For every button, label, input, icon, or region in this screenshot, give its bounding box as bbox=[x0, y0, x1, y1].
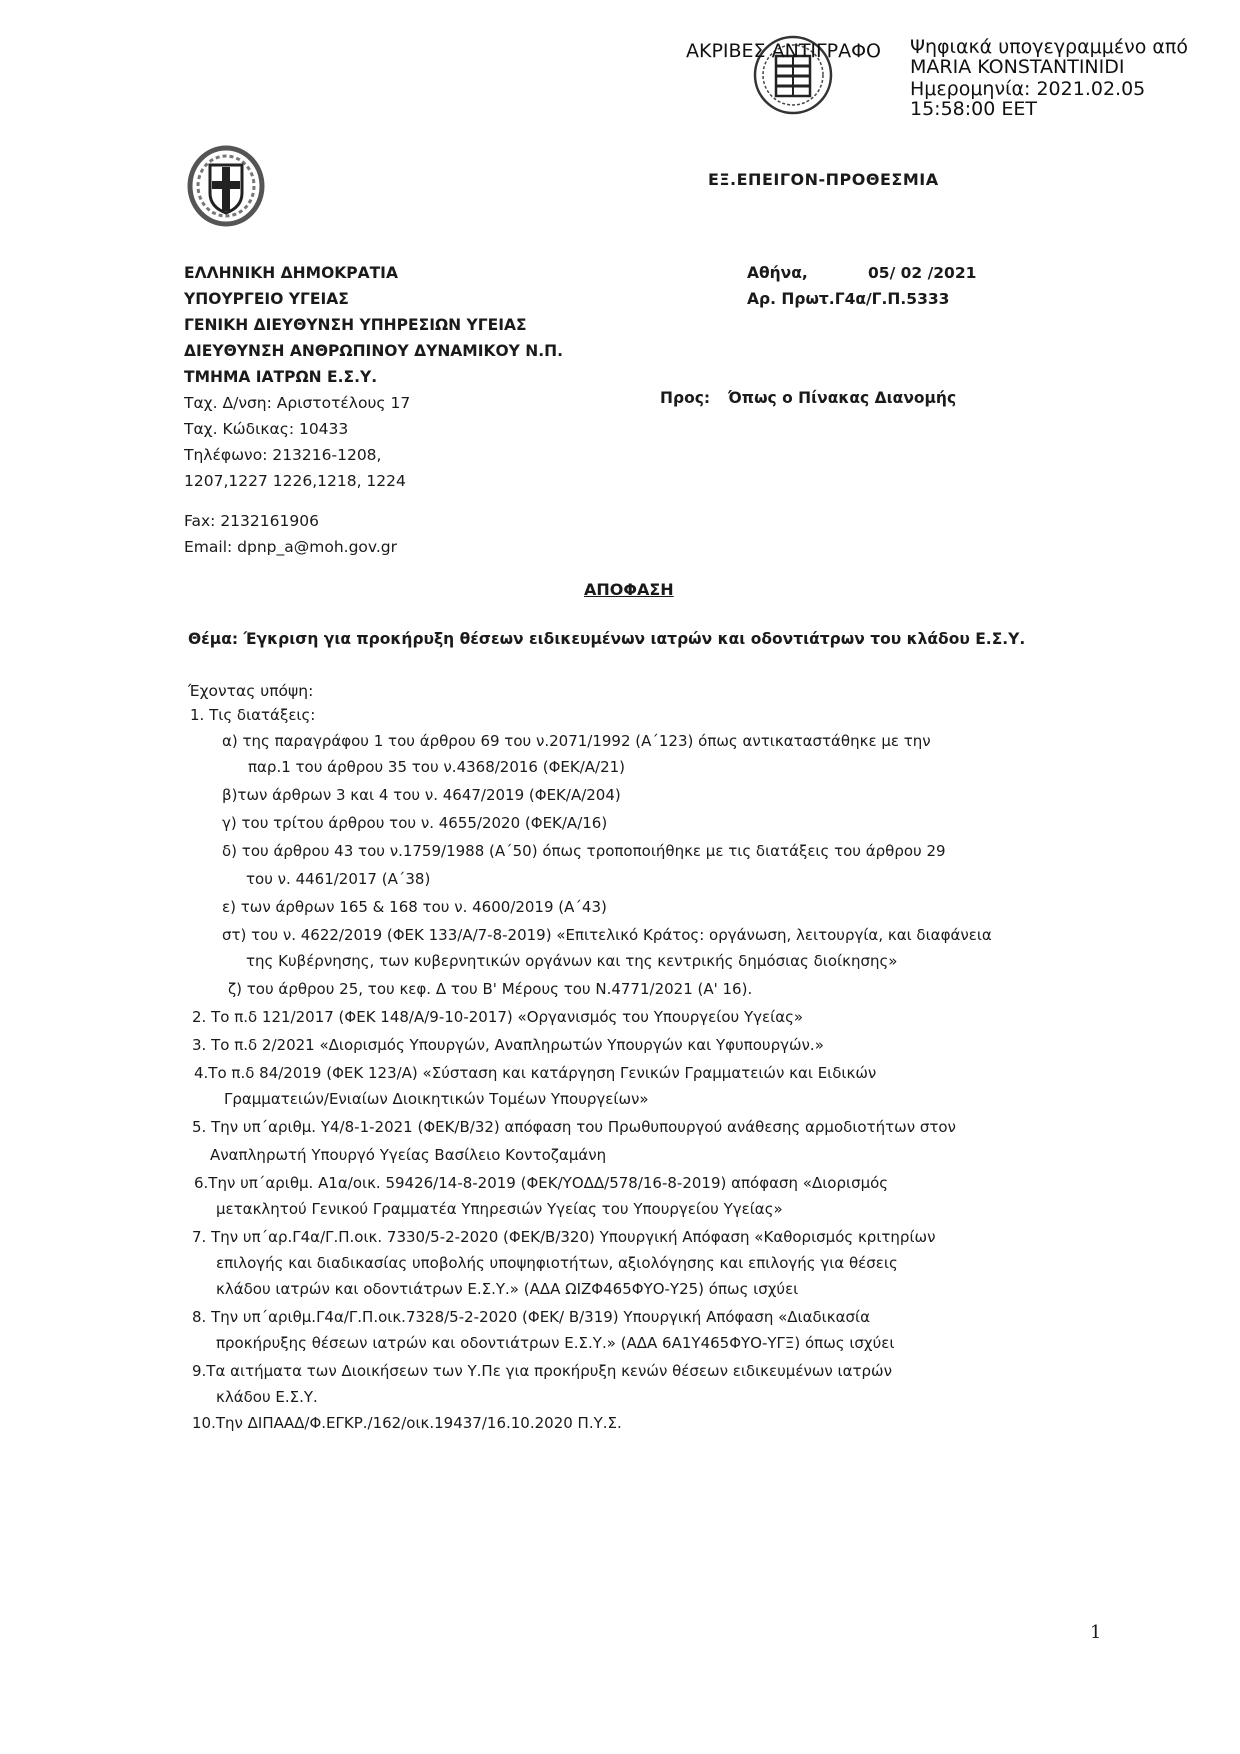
ref-line: 8. Την υπ΄αριθμ.Γ4α/Γ.Π.οικ.7328/5-2-2020 (ΦΕΚ/ Β/319) Υπουργική Απόφαση «Διαδικασία bbox=[192, 1308, 870, 1326]
protocol-number: Αρ. Πρωτ.Γ4α/Γ.Π.5333 bbox=[747, 290, 950, 308]
recipient-value: Όπως ο Πίνακας Διανομής bbox=[728, 389, 957, 407]
fax-line: Fax: 2132161906 bbox=[184, 512, 319, 530]
ref-line: προκήρυξης θέσεων ιατρών και οδοντιάτρων Ε.Σ.Υ.» (ΑΔΑ 6Α1Υ465ΦΥΟ-ΥΓΞ) όπως ισχύει bbox=[216, 1334, 895, 1352]
ref-line: στ) του ν. 4622/2019 (ΦΕΚ 133/Α/7-8-2019) «Επιτελικό Κράτος: οργάνωση, λειτουργία, και διαφάνεια bbox=[222, 926, 992, 944]
intro-line: Έχοντας υπόψη: bbox=[188, 682, 314, 700]
ref-line: παρ.1 του άρθρου 35 του ν.4368/2016 (ΦΕΚ/Α/21) bbox=[248, 758, 626, 776]
ref-line: 3. Το π.δ 2/2021 «Διορισμός Υπουργών, Αναπληρωτών Υπουργών και Υφυπουργών.» bbox=[192, 1036, 824, 1054]
ref-line: κλάδου Ε.Σ.Υ. bbox=[216, 1388, 318, 1406]
coat-of-arms-icon bbox=[186, 145, 266, 227]
ref-line: 4.Το π.δ 84/2019 (ΦΕΚ 123/Α) «Σύσταση και κατάργηση Γενικών Γραμματειών και Ειδικών bbox=[194, 1064, 877, 1082]
ref-line: Αναπληρωτή Υπουργό Υγείας Βασίλειο Κοντοζαμάνη bbox=[210, 1146, 607, 1164]
page-number: 1 bbox=[1090, 1622, 1102, 1643]
urgency-label: ΕΞ.ΕΠΕΙΓΟΝ-ΠΡΟΘΕΣΜΙΑ bbox=[708, 170, 939, 189]
org-line: ΓΕΝΙΚΗ ΔΙΕΥΘΥΝΣΗ ΥΠΗΡΕΣΙΩΝ ΥΓΕΙΑΣ bbox=[184, 316, 527, 334]
signature-time: 15:58:00 EET bbox=[910, 98, 1037, 120]
ref-line: β)των άρθρων 3 και 4 του ν. 4647/2019 (ΦΕΚ/Α/204) bbox=[222, 786, 621, 804]
sender-block bbox=[184, 260, 563, 494]
ref-line: 7. Την υπ΄αρ.Γ4α/Γ.Π.οικ. 7330/5-2-2020 (ΦΕΚ/Β/320) Υπουργική Απόφαση «Καθορισμός κριτηρίων bbox=[192, 1228, 936, 1246]
org-line: ΔΙΕΥΘΥΝΣΗ ΑΝΘΡΩΠΙΝΟΥ ΔΥΝΑΜΙΚΟΥ Ν.Π. bbox=[184, 342, 564, 360]
ref-line: επιλογής και διαδικασίας υποβολής υποψηφιοτήτων, αξιολόγησης και επιλογής για θέσεις bbox=[216, 1254, 898, 1272]
ref-line: γ) του τρίτου άρθρου του ν. 4655/2020 (ΦΕΚ/Α/16) bbox=[222, 814, 608, 832]
ref-line: 10.Την ΔΙΠΑΑΔ/Φ.ΕΓΚΡ./162/οικ.19437/16.10.2020 Π.Υ.Σ. bbox=[192, 1414, 622, 1432]
org-line: ΤΜΗΜΑ ΙΑΤΡΩΝ Ε.Σ.Υ. bbox=[184, 368, 378, 386]
ref-line: κλάδου ιατρών και οδοντιάτρων Ε.Σ.Υ.» (ΑΔΑ ΩΙΖΦ465ΦΥΟ-Υ25) όπως ισχύει bbox=[216, 1280, 799, 1298]
ref-line: ε) των άρθρων 165 & 168 του ν. 4600/2019 (Α΄43) bbox=[222, 898, 607, 916]
ref-line: α) της παραγράφου 1 του άρθρου 69 του ν.2071/1992 (Α΄123) όπως αντικαταστάθηκε με την bbox=[222, 732, 931, 750]
place-label: Αθήνα, bbox=[747, 264, 808, 282]
ref-line: 9.Τα αιτήματα των Διοικήσεων των Υ.Πε για προκήρυξη κενών θέσεων ειδικευμένων ιατρών bbox=[192, 1362, 892, 1380]
org-line: ΥΠΟΥΡΓΕΙΟ ΥΓΕΙΑΣ bbox=[184, 290, 349, 308]
ref-line: του ν. 4461/2017 (Α΄38) bbox=[246, 870, 431, 888]
ref-line: δ) του άρθρου 43 του ν.1759/1988 (Α΄50) όπως τροποποιήθηκε με τις διατάξεις του άρθρου 29 bbox=[222, 842, 946, 860]
ref-line: 5. Την υπ΄αριθμ. Υ4/8-1-2021 (ΦΕΚ/Β/32) απόφαση του Πρωθυπουργού ανάθεσης αρμοδιοτήτων στον bbox=[192, 1118, 956, 1136]
ref-line: ζ) του άρθρου 25, του κεφ. Δ του Β' Μέρους του Ν.4771/2021 (Α' 16). bbox=[228, 980, 753, 998]
contact-line: Ταχ. Κώδικας: 10433 bbox=[184, 420, 349, 438]
ref-line: Γραμματειών/Ενιαίων Διοικητικών Τομέων Υπουργείων» bbox=[224, 1090, 649, 1108]
subject-line: Θέμα: Έγκριση για προκήρυξη θέσεων ειδικευμένων ιατρών και οδοντιάτρων του κλάδου Ε.Σ.Υ. bbox=[188, 630, 1026, 648]
ref-line: 1. Τις διατάξεις: bbox=[190, 706, 316, 724]
contact-line: 1207,1227 1226,1218, 1224 bbox=[184, 472, 406, 490]
certified-copy-label: ΑΚΡΙΒΕΣ ΑΝΤΙΓΡΑΦΟ bbox=[686, 40, 881, 62]
ref-line: 6.Την υπ΄αριθμ. Α1α/οικ. 59426/14-8-2019 (ΦΕΚ/ΥΟΔΔ/578/16-8-2019) απόφαση «Διορισμός bbox=[194, 1174, 889, 1192]
signature-stamp bbox=[686, 28, 1206, 138]
contact-line: Τηλέφωνο: 213216-1208, bbox=[184, 446, 382, 464]
document-date: 05/ 02 /2021 bbox=[868, 264, 977, 282]
signature-date: Ημερομηνία: 2021.02.05 bbox=[910, 78, 1146, 100]
contact-line: Ταχ. Δ/νση: Αριστοτέλους 17 bbox=[184, 394, 411, 412]
signer-name: MARIA KONSTANTINIDI bbox=[910, 56, 1125, 78]
ref-line: μετακλητού Γενικού Γραμματέα Υπηρεσιών Υγείας του Υπουργείου Υγείας» bbox=[216, 1200, 783, 1218]
recipient-label: Προς: bbox=[660, 389, 711, 407]
document-title: ΑΠΟΦΑΣΗ bbox=[584, 580, 674, 599]
ref-line: της Κυβέρνησης, των κυβερνητικών οργάνων και της κεντρικής δημόσιας διοίκησης» bbox=[246, 952, 898, 970]
ref-line: 2. Το π.δ 121/2017 (ΦΕΚ 148/Α/9-10-2017) «Οργανισμός του Υπουργείου Υγείας» bbox=[192, 1008, 804, 1026]
org-line: ΕΛΛΗΝΙΚΗ ΔΗΜΟΚΡΑΤΙΑ bbox=[184, 264, 398, 282]
email-line: Email: dpnp_a@moh.gov.gr bbox=[184, 538, 398, 556]
signed-by-label: Ψηφιακά υπογεγραμμένο από bbox=[910, 36, 1188, 58]
